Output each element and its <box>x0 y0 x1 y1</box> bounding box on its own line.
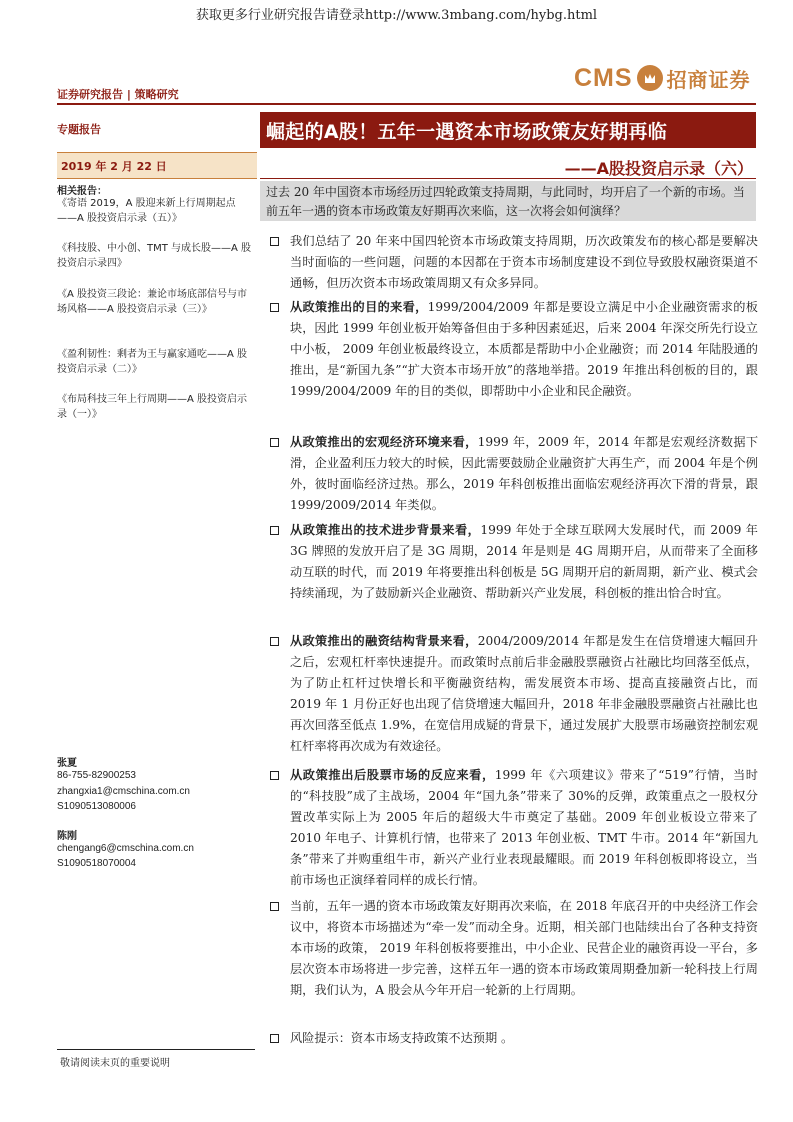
paragraph-text: 我们总结了 20 年来中国四轮资本市场政策支持周期，历次政策发布的核心都是要解决当时面临的一些问题，问题的本因都在于资本市场制度建设不到位导致股权融资渠道不通畅，但历次资本市场政策周期又有众多异同。 <box>290 234 758 290</box>
analyst-email[interactable]: chengang6@cmschina.com.cn <box>57 843 194 854</box>
paragraph-lead: 从政策推出的目的来看， <box>290 300 428 314</box>
report-date-box <box>57 152 257 179</box>
analyst-email[interactable]: zhangxia1@cmschina.com.cn <box>57 786 190 797</box>
logo-latin: CMS <box>574 63 633 92</box>
download-banner[interactable]: 获取更多行业研究报告请登录http://www.3mbang.com/hybg.html <box>195 8 598 23</box>
analyst-phone: 86-755-82900253 <box>57 770 136 781</box>
report-title: 崛起的A股！五年一遇资本市场政策友好期再临 <box>266 121 668 143</box>
footer-notice: 敬请阅读末页的重要说明 <box>60 1058 170 1069</box>
subtitle-divider <box>260 178 756 179</box>
analyst-name: 陈刚 <box>57 831 77 842</box>
paragraph-lead: 从政策推出的融资结构背景来看， <box>290 634 478 648</box>
paragraph-text: 1999 年《六项建议》带来了“519”行情，当时的“科技股”成了主战场，2004 年“国九条”带来了 30%的反弹，政策重点之一股权分置改革实际上为 2005 年后的超级大牛市奠定了基础。2009 年创业板设立带来了 2010 年电子、计算机行情，也带来了 2013 年创业板、TMT 牛市。2014 年“新国九条”带来了并购重组牛市，新兴产业行业表现最耀眼。而 2019 年科创板即将设立，当前市场也正演绎着同样的成长行情。 <box>290 768 758 887</box>
analyst-name: 张夏 <box>57 758 77 769</box>
risk-warning: 风险提示：资本市场支持政策不达预期 。 <box>290 1031 514 1045</box>
paragraph-text: 当前，五年一遇的资本市场政策友好期再次来临，在 2018 年底召开的中央经济工作会议中，将资本市场描述为“牵一发”而动全身。近期，相关部门也陆续出台了各种支持资本市场的政策， 2019 年科创板将要推出，中小企业、民营企业的融资再设一平台，多层次资本市场将进一步完善，这样五年一遇的资本市场政策周期叠加新一轮科技上行周期，我们认为，A 股会从今年开启一轮新的上行周期。 <box>290 899 758 997</box>
related-report-link[interactable]: 《盈利韧性：剩者为王与赢家通吃——A 股投资启示录（二）》 <box>57 349 248 375</box>
paragraph-text: 1999 年处于全球互联网大发展时代，而 2009 年 3G 牌照的发放开启了是 3G 周期，2014 年是则是 4G 周期开启，从而带来了全面移动互联的时代，而 2019 年将要推出科创板是 5G 周期开启的新周期，新产业、模式会持续涌现，为了鼓励新兴企业融资、帮助新兴产业发展，科创板的推出恰合时宜。 <box>290 523 758 600</box>
footer-divider <box>57 1049 255 1050</box>
paragraph-lead: 从政策推出后股票市场的反应来看， <box>290 768 495 782</box>
report-date: 2019 年 2 月 22 日 <box>61 160 167 173</box>
header-divider <box>57 103 756 105</box>
checkbox-bullet-icon <box>270 1034 279 1043</box>
analyst-license: S1090513080006 <box>57 801 136 812</box>
title-banner <box>260 112 756 148</box>
related-report-link[interactable]: 《布局科技三年上行周期——A 股投资启示录（一）》 <box>57 394 248 420</box>
checkbox-bullet-icon <box>270 637 279 646</box>
logo-emblem-icon <box>637 65 663 91</box>
summary-box: 过去 20 年中国资本市场经历过四轮政策支持周期，与此同时，均开启了一个新的市场。当前五年一遇的资本市场政策友好期再次来临，这一次将会如何演绎？ <box>260 181 756 221</box>
related-reports-title: 相关报告： <box>57 186 107 197</box>
company-logo <box>574 58 751 98</box>
logo-chinese: 招商证券 <box>666 67 751 92</box>
analyst-license: S1090518070004 <box>57 858 136 869</box>
paragraph-lead: 从政策推出的技术进步背景来看， <box>290 523 481 537</box>
checkbox-bullet-icon <box>270 771 279 780</box>
report-type: 证券研究报告 | 策略研究 <box>57 88 179 101</box>
checkbox-bullet-icon <box>270 237 279 246</box>
special-report-label: 专题报告 <box>57 123 101 136</box>
related-report-link[interactable]: 《寄语 2019，A 股迎来新上行周期起点——A 股投资启示录（五）》 <box>57 198 236 224</box>
checkbox-bullet-icon <box>270 902 279 911</box>
paragraph-lead: 从政策推出的宏观经济环境来看， <box>290 435 478 449</box>
paragraph-text: 2004/2009/2014 年都是发生在信贷增速大幅回升之后，宏观杠杆率快速提升。而政策时点前后非金融股票融资占社融比均回落至低点，为了防止杠杆过快增长和平衡融资结构，需发展资本市场、提高直接融资占比，而 2019 年 1 月份正好也出现了信贷增速大幅回升，2018 年非金融股票融资占社融比也再次回落至低点 1.9%，在宽信用成疑的背景下，通过发展扩大股票市场融资控制宏观杠杆率将再次成为有效途径。 <box>290 634 758 753</box>
related-report-link[interactable]: 《A 股投资三段论：兼论市场底部信号与市场风格——A 股投资启示录（三）》 <box>57 289 248 315</box>
checkbox-bullet-icon <box>270 526 279 535</box>
checkbox-bullet-icon <box>270 438 279 447</box>
report-subtitle: ——A股投资启示录（六） <box>564 159 753 178</box>
paragraph-text: 1999/2004/2009 年都是要设立满足中小企业融资需求的板块，因此 1999 年创业板开始筹备但由于多种因素延迟，后来 2004 年深交所先行设立中小板， 2009 年创业板最终设立，本质都是帮助中小企业融资；而 2014 年陆股通的推出，是“新国九条”“扩大资本市场开放”的落地举措。2019 年推出科创板的目的，跟 1999/2004/2009 年的目的类似，即帮助中小企业和民企融资。 <box>290 300 758 398</box>
checkbox-bullet-icon <box>270 303 279 312</box>
related-report-link[interactable]: 《科技股、中小创、TMT 与成长股——A 股投资启示录四》 <box>57 243 252 269</box>
paragraph-text: 1999 年，2009 年，2014 年都是宏观经济数据下滑，企业盈利压力较大的时候，因此需要鼓励企业融资扩大再生产，而 2004 年是个例外，彼时面临经济过热。那么，2019 年科创板推出面临宏观经济再次下滑的背景，跟 1999/2009/2014 年类似。 <box>290 435 759 512</box>
